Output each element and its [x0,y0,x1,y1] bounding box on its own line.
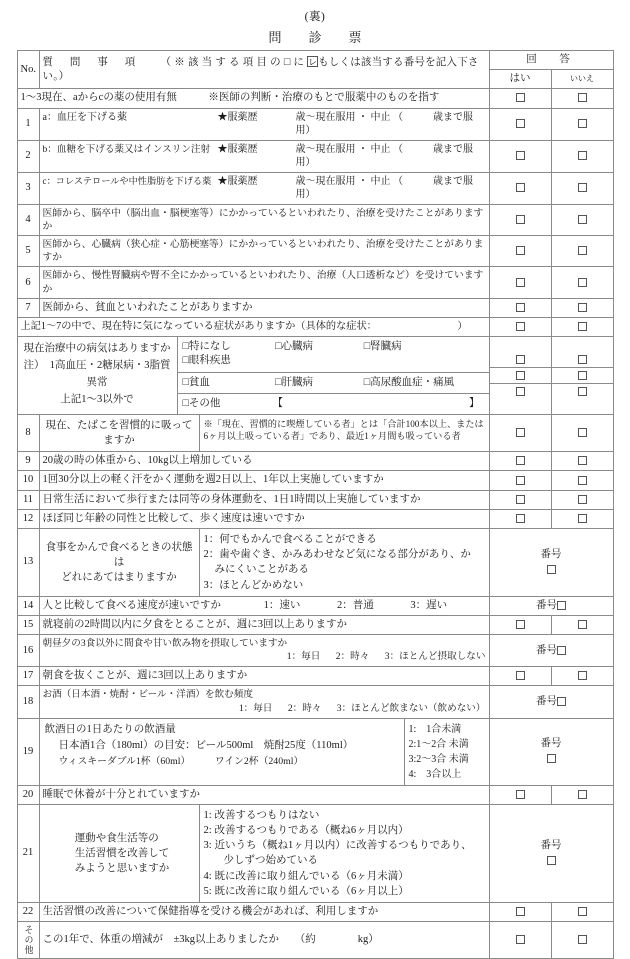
option-number: 1： [203,533,220,545]
chew-option-3[interactable] [204,578,485,593]
disease-option-anemia[interactable]: □貧血 [182,376,210,388]
disease-no-2[interactable] [552,368,613,384]
answer-number-label: 番号 [540,549,562,561]
row-number: 7 [17,298,39,317]
disease-yes-3[interactable] [490,384,551,399]
row-yes[interactable] [489,267,551,298]
checkbox-icon[interactable] [578,514,587,523]
medication-period-text: 歳〜現在服用 ・ 中止 （ 歳まで服用） [295,175,473,201]
checkbox-icon[interactable] [578,355,587,364]
checkbox-icon[interactable] [516,907,525,916]
row-question [39,172,489,204]
checkbox-icon[interactable] [578,278,587,287]
row-number: 8 [17,414,39,451]
disease-other-open-bracket: 【 [272,397,283,409]
improve-option-2[interactable] [204,823,485,838]
row-number: 19 [17,718,39,785]
checkbox-icon[interactable] [578,907,587,916]
row-yes[interactable] [489,108,551,140]
alcohol-freq-option-1[interactable]: 1：毎日 [238,702,273,714]
row-number: 3 [17,172,39,204]
checkbox-icon[interactable] [516,355,525,364]
checkbox-icon[interactable] [516,495,525,504]
row-question: 生活習慣の改善について保健指導を受ける機会があれば、利用しますか [39,903,489,922]
row-yes[interactable] [489,922,551,959]
medication-name: a：血圧を下げる薬 [42,111,127,123]
improve-option-3[interactable] [204,838,485,853]
chew-cell [39,528,489,596]
table-row [17,509,613,528]
chew-answer[interactable] [489,528,613,596]
improve-options [200,805,489,902]
checkbox-icon[interactable] [578,119,587,128]
chew-question [40,529,200,596]
row-number: 22 [17,903,39,922]
checkbox-icon[interactable] [516,620,525,629]
row-number: 18 [17,686,39,718]
checkbox-icon[interactable] [578,456,587,465]
row-yes[interactable] [489,471,551,490]
chew-question-line2: どれにあてはまりますか [61,572,177,584]
row-number: 11 [17,490,39,509]
row-question: 医師から、脳卒中（脳出血・脳梗塞等）にかかっているといわれたり、治療を受けたことがありますか [39,204,489,235]
answer-number-label: 番号 [540,738,562,750]
row-no[interactable] [551,667,613,686]
improve-option-4[interactable] [204,869,485,884]
improve-row [17,804,613,902]
row-no[interactable] [551,785,613,804]
chew-question-line1: 食事をかんで食べるときの状態は [45,541,193,568]
disease-no-3[interactable] [552,384,613,399]
row-yes[interactable] [489,667,551,686]
row-no[interactable] [551,172,613,204]
eat-speed-answer[interactable] [489,596,613,615]
eat-speed-option-2[interactable]: 2：普通 [337,599,374,611]
table-row [17,172,613,204]
alcohol-amount-line1: 飲酒日の1日あたりの飲酒量 [44,723,176,735]
header-yes: はい [489,70,551,89]
row-question [39,140,489,172]
disease-option-none[interactable]: □特になし [182,341,231,353]
checkbox-icon[interactable] [578,620,587,629]
table-row [17,204,613,235]
snack-question [39,635,489,667]
row-number: 9 [17,452,39,471]
row-question: 医師から、心臓病（狭心症・心筋梗塞等）にかかっているといわれたり、治療を受けたことがありますか [39,235,489,266]
chew-option-2-cont: みにくいことがある [214,564,309,576]
improve-option-5[interactable] [204,884,485,899]
other-row [17,922,613,959]
snack-text: 朝昼夕の3食以外に間食や甘い飲み物を摂取していますか [42,638,288,650]
row-yes[interactable] [489,172,551,204]
alcohol-freq-answer[interactable] [489,686,613,718]
improve-answer[interactable] [489,804,613,902]
smoking-cell [39,414,489,451]
chew-option-2[interactable] [204,547,485,562]
checkbox-icon[interactable] [516,246,525,255]
row-yes[interactable] [489,785,551,804]
checkbox-icon[interactable] [547,856,556,865]
row-no[interactable] [551,204,613,235]
header-question-tail: もしくは該当する番号を記入下さい。） [42,56,479,82]
disease-yes-stack [489,337,551,415]
disease-yes-1[interactable] [490,352,551,368]
checkbox-icon[interactable] [578,671,587,680]
disease-label-line2: 注） 1高血圧・2糖尿病・3脂質異常 [23,359,171,388]
row-question: 朝食を抜くことが、週に3回以上ありますか [39,667,489,686]
disease-no-stack [551,337,613,415]
medication-period-text: 歳〜現在服用 ・ 中止 （ 歳まで服用） [295,111,473,137]
alcohol-freq-question [39,686,489,718]
option-number: 4: [203,870,212,882]
alcohol-freq-text: お酒（日本酒・焼酎・ビール・洋酒）を飲む頻度 [42,689,253,701]
table-row [17,667,613,686]
row-number: 12 [17,509,39,528]
row-number: 13 [17,528,39,596]
row-no[interactable] [551,471,613,490]
snack-option-3[interactable]: 3：ほとんど摂取しない [384,651,486,663]
disease-options [178,337,489,414]
table-row [17,267,613,298]
answer-number-label: 番号 [536,644,557,656]
checkbox-icon[interactable] [547,565,556,574]
questionnaire-table [17,50,614,959]
checkbox-icon[interactable] [578,151,587,160]
row-number: 1 [17,108,39,140]
smoking-row [17,414,613,451]
alcohol-amount-info [40,719,405,785]
option-text: 3合以上 [416,768,462,780]
checkbox-icon[interactable] [547,754,556,763]
option-number: 2: [408,738,417,750]
row-yes[interactable] [489,204,551,235]
eat-speed-option-3[interactable]: 3：遅い [410,599,448,611]
header-answer-col: 回 答 [489,51,613,70]
checkbox-icon[interactable] [516,428,525,437]
table-row [17,452,613,471]
row-number: 17 [17,667,39,686]
checkbox-icon[interactable] [578,183,587,192]
other-vertical-label: その他 [23,925,34,956]
row-yes[interactable] [489,414,551,451]
table-row [17,490,613,509]
row-question [39,108,489,140]
alcohol-freq-option-2[interactable]: 2：時々 [287,702,322,714]
improve-question-line3: みようと思いますか [74,863,170,875]
checkbox-icon[interactable] [516,387,525,396]
medication-intro-no[interactable] [551,89,613,108]
option-number: 3： [203,579,220,591]
snack-answer[interactable] [489,635,613,667]
table-row [17,298,613,317]
chew-option-1[interactable] [204,532,485,547]
disease-label-line3: 上記1〜3以外で [60,393,134,405]
checkbox-icon[interactable] [516,671,525,680]
disease-options-row-1 [178,337,489,371]
medication-intro-yes[interactable] [489,89,551,108]
chew-row [17,528,613,596]
eat-speed-text: 人と比較して食べる速度が速いですか [42,599,221,611]
medication-history-label: ★服薬歴 [217,143,258,155]
option-text: 2〜3合 未満 [416,753,469,765]
symptom-yes[interactable] [489,318,551,337]
option-text: 歯や歯ぐき、かみあわせなど気になる部分があり、か [219,549,471,561]
row-yes[interactable] [489,140,551,172]
checkbox-icon[interactable] [578,215,587,224]
row-number: 6 [17,267,39,298]
medication-period-text: 歳〜現在服用 ・ 中止 （ 歳まで服用） [295,143,473,169]
header-no: いいえ [551,70,613,89]
symptom-question [17,318,489,337]
option-text: 改善するつもりはない [214,809,320,821]
table-row [17,108,613,140]
disease-options-row-3 [178,393,489,414]
option-text: 何でもかんで食べることができる [219,533,377,545]
alcohol-amount-row [17,718,613,785]
checkbox-icon[interactable] [557,646,566,655]
row-no[interactable] [551,509,613,528]
page-title: 問 診 票 [268,30,369,45]
row-yes[interactable] [489,235,551,266]
alcohol-freq-option-3[interactable]: 3：ほとんど飲まない（飲めない） [336,702,486,714]
questionnaire-page [0,8,630,956]
disease-option-heart[interactable]: □心臓病 [275,341,313,353]
medication-intro-row [17,89,613,108]
disease-label [18,337,178,414]
answer-number-label: 番号 [536,599,557,611]
alcohol-freq-row [17,686,613,718]
header-question-col [39,51,489,89]
improve-question [40,805,200,902]
checkbox-icon[interactable] [516,476,525,485]
disease-other-close-bracket: 】 [469,397,480,409]
option-text: 近いうち（概ね1ヶ月以内）に改善するつもりであり、 [214,840,472,852]
medication-name: b：血糖を下げる薬又はインスリン注射 [42,143,211,155]
other-row-label [17,922,39,959]
eat-speed-row [17,596,613,615]
alcohol-amount-cell [39,718,489,785]
checkbox-icon[interactable] [516,514,525,523]
checkbox-icon[interactable] [516,119,525,128]
chew-options [200,529,489,596]
checkbox-icon[interactable] [516,935,525,944]
row-number: 16 [17,635,39,667]
medication-history-label: ★服薬歴 [217,175,258,187]
disease-option-kidney[interactable]: □腎臓病 [363,341,402,353]
row-question: 就寝前の2時間以内に夕食をとることが、週に3回以上ありますか [39,616,489,635]
option-number: 1: [408,723,417,735]
disease-option-gout[interactable]: □高尿酸血症・痛風 [363,376,455,388]
row-no[interactable] [551,140,613,172]
improve-cell [39,804,489,902]
row-yes[interactable] [489,903,551,922]
checkbox-icon[interactable] [578,935,587,944]
row-no[interactable] [551,235,613,266]
checkbox-icon[interactable] [578,246,587,255]
row-no[interactable] [551,108,613,140]
option-text: 1〜2合 未満 [416,738,469,750]
checkbox-icon[interactable] [578,790,587,799]
improve-question-line1: 運動や食生活等の [74,832,159,844]
checkbox-icon[interactable] [516,303,525,312]
alcohol-amount-line3: ウィスキーダブル1杯（60ml） ワイン2杯（240ml） [58,756,304,768]
page-side-label: (裏) [304,11,326,23]
disease-option-liver[interactable]: □肝臓病 [275,376,313,388]
row-number: 14 [17,596,39,615]
row-question: 日常生活において歩行または同等の身体運動を、1日1時間以上実施していますか [39,490,489,509]
improve-question-line2: 生活習慣を改善して [74,847,170,859]
checkbox-icon[interactable] [516,790,525,799]
row-number: 10 [17,471,39,490]
disease-options-row-2 [178,372,489,393]
snack-row [17,635,613,667]
row-no[interactable] [551,616,613,635]
symptom-row [17,318,613,337]
row-yes[interactable] [489,452,551,471]
row-no[interactable] [551,490,613,509]
symptom-text: 上記1〜7の中で、現在特に気になっている症状がありますか（具体的な症状： [20,321,377,333]
disease-label-line1: 現在治療中の病気はありますか [23,343,171,355]
option-number: 2： [203,549,220,561]
alcohol-option-1[interactable] [409,722,485,737]
row-no[interactable] [551,903,613,922]
checkbox-icon[interactable] [557,601,566,610]
snack-option-2[interactable]: 2：時々 [335,651,370,663]
checkbox-icon[interactable] [578,93,587,102]
disease-row [17,337,613,415]
row-question: 医師から、慢性腎臓病や腎不全にかかっているといわれたり、治療（人口透析など）を受けていますか [39,267,489,298]
row-question: 睡眠で休養が十分とれていますか [39,785,489,804]
eat-speed-option-1[interactable]: 1：速い [263,599,301,611]
option-number: 4: [408,768,417,780]
check-mark-icon: レ [308,56,318,67]
table-row [17,616,613,635]
alcohol-option-3[interactable] [409,752,485,767]
checkbox-icon[interactable] [578,476,587,485]
alcohol-amount-answer[interactable] [489,718,613,785]
option-number: 5: [203,885,212,897]
alcohol-option-2[interactable] [409,737,485,752]
smoking-question: 現在、たばこを習慣的に吸ってますか [40,415,200,451]
other-row-question: この1年で、体重の増減が ±3kg以上ありましたか （約 kg） [39,922,489,959]
option-text: 1合未満 [416,723,462,735]
improve-option-1[interactable] [204,808,485,823]
medication-name: c：コレステロールや中性脂肪を下げる薬 [42,175,212,186]
symptom-close-paren: ） [457,321,468,333]
checkbox-icon[interactable] [578,371,587,380]
checkbox-icon[interactable] [516,322,525,331]
checkbox-icon[interactable] [516,183,525,192]
row-yes[interactable] [489,616,551,635]
row-question: 1回30分以上の軽く汗をかく運動を週2日以上、1年以上実施していますか [39,471,489,490]
row-number: 15 [17,616,39,635]
alcohol-amount-options [405,719,489,785]
checkbox-icon[interactable] [516,371,525,380]
checkbox-icon[interactable] [516,151,525,160]
row-question: 20歳の時の体重から、10kg以上増加している [39,452,489,471]
row-number: 20 [17,785,39,804]
alcohol-amount-line2: 日本酒1合（180ml）の目安：ビール500ml 焼酎25度（110ml） [58,739,354,751]
checkbox-icon[interactable] [578,495,587,504]
checkbox-icon[interactable] [578,303,587,312]
header-no-col: No. [17,51,39,89]
option-number: 3: [408,753,417,765]
row-number: 4 [17,204,39,235]
row-yes[interactable] [489,509,551,528]
medication-history-label: ★服薬歴 [217,111,258,123]
disease-no-1[interactable] [552,352,613,368]
row-question: ほぼ同じ年齢の同性と比較して、歩く速度は速いですか [39,509,489,528]
option-text: 改善するつもりである（概ね6ヶ月以内） [214,824,409,836]
row-no[interactable] [551,922,613,959]
table-row [17,785,613,804]
row-number: 2 [17,140,39,172]
disease-cell [17,337,489,415]
option-number: 1: [203,809,212,821]
disease-option-eye[interactable]: □眼科疾患 [182,355,231,367]
checkbox-icon[interactable] [516,456,525,465]
table-header-row [17,51,613,70]
answer-number-label: 番号 [536,695,557,707]
checkbox-icon[interactable] [516,278,525,287]
table-row [17,235,613,266]
option-text: 既に改善に取り組んでいる（6ヶ月未満） [214,870,409,882]
table-row [17,903,613,922]
table-row [17,140,613,172]
checkbox-icon[interactable] [516,215,525,224]
option-number: 3: [203,840,212,852]
checkbox-icon[interactable] [516,93,525,102]
eat-speed-question [39,596,489,615]
checkbox-icon[interactable] [557,697,566,706]
row-number: 21 [17,804,39,902]
row-no[interactable] [551,414,613,451]
disease-option-other[interactable]: □その他 [182,397,221,409]
table-row [17,471,613,490]
option-number: 2: [203,824,212,836]
checkbox-icon[interactable] [578,387,587,396]
checkbox-icon[interactable] [578,428,587,437]
alcohol-option-4[interactable] [409,767,485,782]
answer-number-label: 番号 [540,840,562,852]
row-no[interactable] [551,267,613,298]
row-yes[interactable] [489,298,551,317]
header-question-text: 質 問 事 項 （※該当する項目の□に [42,56,308,68]
symptom-no[interactable] [551,318,613,337]
row-yes[interactable] [489,490,551,509]
improve-option-3-cont: 少しずつ始めている [223,855,318,867]
smoking-note: ※「現在、習慣的に喫煙している者」とは「合計100本以上、または6ヶ月以上吸っている者」であり、最近1ヶ月間も吸っている者 [203,418,484,442]
row-number: 5 [17,235,39,266]
medication-intro-text: 1〜3現在、aからcの薬の使用有無 ※医師の判断・治療のもとで服薬中のものを指す [17,89,489,108]
option-text: 既に改善に取り組んでいる（6ヶ月以上） [214,885,409,897]
checkbox-icon[interactable] [578,322,587,331]
snack-option-1[interactable]: 1：毎日 [286,651,321,663]
row-question: 医師から、貧血といわれたことがありますか [39,298,489,317]
option-text: ほとんどかめない [219,579,304,591]
disease-yes-2[interactable] [490,368,551,384]
row-no[interactable] [551,452,613,471]
row-no[interactable] [551,298,613,317]
